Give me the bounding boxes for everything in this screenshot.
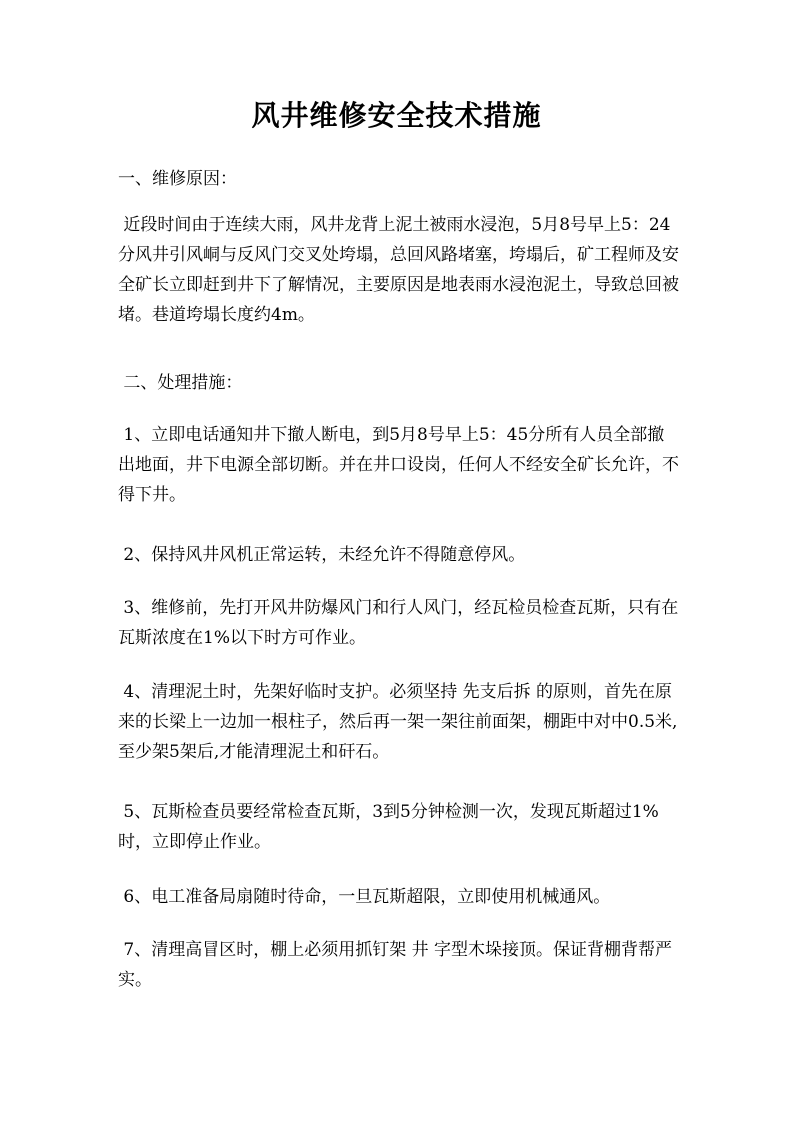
measure-item-6: 6、电工准备局扇随时待命，一旦瓦斯超限，立即使用机械通风。 — [118, 887, 611, 907]
reason-paragraph: 近段时间由于连续大雨，风井龙背上泥土被雨水浸泡，5月8号早上5：24分风井引风峒与反风门交叉处垮塌，总回风路堵塞，垮塌后，矿工程师及安全矿长立即赶到井下了解情况，主要原因是地表雨水浸泡泥土，导致总回被堵。巷道垮塌长度约4m。 — [118, 215, 679, 325]
section-heading-reason: 一、维修原因： — [118, 169, 237, 189]
measure-item-3: 3、维修前，先打开风井防爆风门和行人风门，经瓦检员检查瓦斯，只有在瓦斯浓度在1%以下时方可作业。 — [118, 598, 679, 648]
measure-item-1: 1、立即电话通知井下撤人断电，到5月8号早上5：45分所有人员全部撤出地面，井下电源全部切断。并在井口设岗，任何人不经安全矿长允许，不得下井。 — [118, 425, 679, 505]
measure-item-4: 4、清理泥土时，先架好临时支护。必须坚持 先支后拆 的原则，首先在原来的长梁上一边加一根柱子，然后再一架一架往前面架，棚距中对中0.5米,至少架5架后,才能清理泥土和矸石。 — [118, 682, 678, 762]
measure-item-2: 2、保持风井风机正常运转，未经允许不得随意停风。 — [118, 545, 526, 565]
measure-item-7: 7、清理高冒区时，棚上必须用抓钉架 井 字型木垛接顶。保证背棚背帮严实。 — [118, 940, 673, 990]
document-title: 风井维修安全技术措施 — [251, 99, 542, 132]
measure-item-5: 5、瓦斯检查员要经常检查瓦斯，3到5分钟检测一次，发现瓦斯超过1%时，立即停止作业。 — [118, 802, 659, 852]
section-heading-measures: 二、处理措施： — [118, 373, 243, 393]
